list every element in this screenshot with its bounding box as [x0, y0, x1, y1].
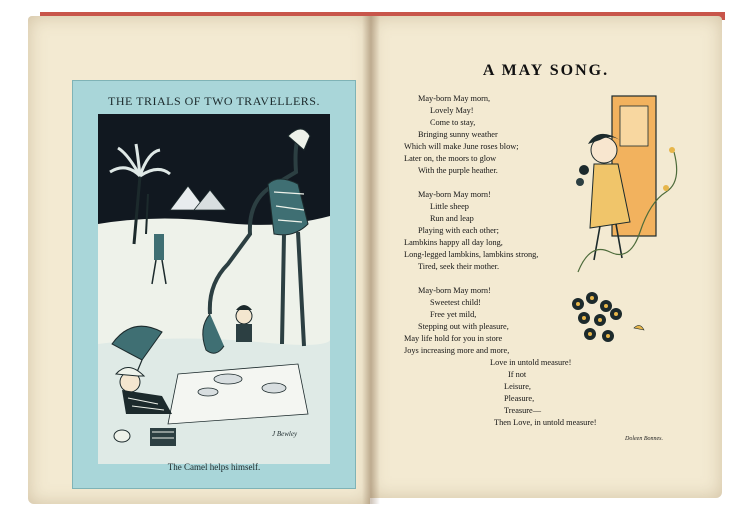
poem-line: With the purple heather. [418, 166, 498, 175]
poem-line: Love in untold measure! [490, 358, 572, 367]
poem-line: Stepping out with pleasure, [418, 322, 509, 331]
artist-signature: J Bewley [272, 430, 298, 438]
poem-line: Treasure— [504, 406, 542, 415]
poem-line: Pleasure, [504, 394, 535, 403]
poem-line: Bringing sunny weather [418, 130, 498, 139]
poem-line: Then Love, in untold measure! [494, 418, 597, 427]
girl-with-flowers-illustration [570, 92, 690, 354]
poem-line: Later on, the moors to glow [404, 154, 497, 163]
poem-line: Lambkins happy all day long, [404, 238, 503, 247]
poem-line: May-born May morn! [418, 190, 491, 199]
poem-line: Little sheep [430, 202, 469, 211]
poem-line: May life hold for you in store [404, 334, 503, 343]
author-credit: Doleen Bonnes. [625, 436, 663, 442]
left-page [28, 16, 370, 504]
poem-line: Lovely May! [430, 106, 474, 115]
poem-line: Playing with each other; [418, 226, 499, 235]
plate-title: THE TRIALS OF TWO TRAVELLERS. [108, 94, 320, 108]
poem-line: Long-legged lambkins, lambkins strong, [404, 250, 539, 259]
poem-line: Come to stay, [430, 118, 476, 127]
song-title: A MAY SONG. [482, 62, 610, 79]
poem-line: Which will make June roses blow; [404, 142, 519, 151]
poem-line: Tired, seek their mother. [418, 262, 500, 271]
open-book [10, 6, 733, 512]
plate-caption: The Camel helps himself. [167, 462, 261, 472]
poem-line: Joys increasing more and more, [404, 346, 510, 355]
page-gutter [362, 16, 380, 504]
poem-line: May-born May morn, [418, 94, 491, 103]
poem-line: Run and leap [430, 214, 474, 223]
poem-line: Leisure, [504, 382, 531, 391]
poem-line: Sweetest child! [430, 298, 481, 307]
poem-line: If not [508, 370, 527, 379]
right-page [370, 16, 722, 498]
poem-line: Free yet mild, [430, 310, 477, 319]
camel-illustration [98, 114, 330, 464]
poem-line: May-born May morn! [418, 286, 491, 295]
illustration-plate [72, 80, 356, 489]
